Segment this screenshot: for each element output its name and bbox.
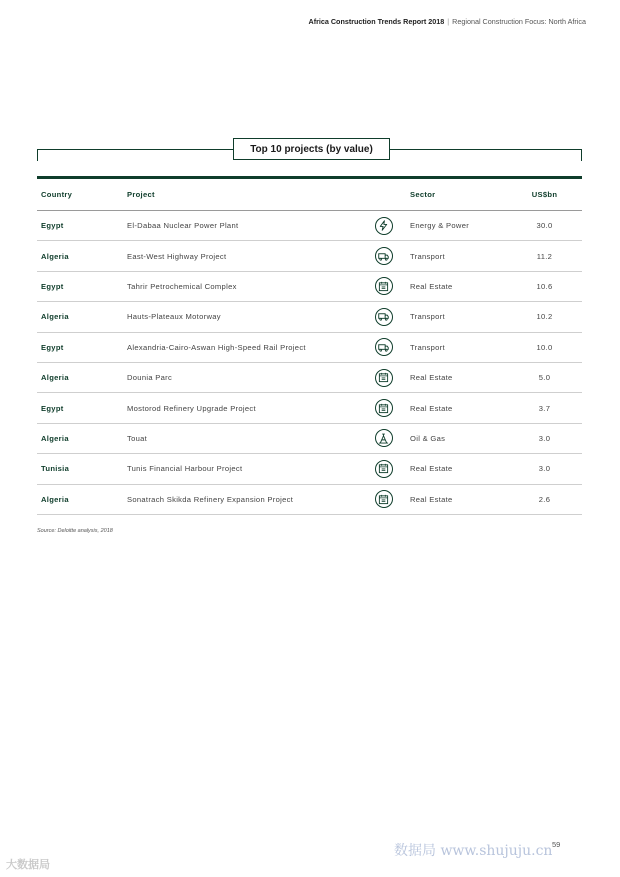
transport-icon	[375, 338, 393, 356]
table-row	[37, 302, 582, 332]
real-estate-icon	[375, 460, 393, 478]
page-number: 59	[552, 840, 561, 849]
table-header-row	[37, 179, 582, 211]
table-row	[37, 211, 582, 241]
value-cell: 30.0	[536, 221, 553, 231]
table-row	[37, 393, 582, 423]
header-separator: |	[447, 17, 450, 26]
country-cell: Egypt	[41, 281, 64, 291]
real-estate-icon	[375, 277, 393, 295]
real-estate-icon	[375, 399, 393, 417]
table-row	[37, 241, 582, 271]
real-estate-icon	[375, 490, 393, 508]
country-cell: Tunisia	[41, 464, 70, 474]
project-cell: Touat	[127, 433, 148, 443]
table-title: Top 10 projects (by value)	[233, 138, 390, 160]
value-cell: 11.2	[536, 251, 553, 261]
sector-cell: Transport	[410, 342, 445, 352]
sector-cell: Transport	[410, 312, 445, 322]
column-header-value: US$bn	[531, 190, 558, 199]
section-title: Regional Construction Focus: North Africa	[452, 17, 586, 26]
real-estate-icon	[375, 369, 393, 387]
project-cell: Tunis Financial Harbour Project	[127, 464, 243, 474]
project-cell: East-West Highway Project	[127, 251, 227, 261]
value-cell: 5.0	[538, 373, 551, 383]
sector-cell: Real Estate	[410, 373, 453, 383]
country-cell: Algeria	[41, 433, 69, 443]
table-row	[37, 272, 582, 302]
sector-cell: Energy & Power	[410, 221, 470, 231]
value-cell: 10.6	[536, 281, 553, 291]
country-cell: Algeria	[41, 312, 69, 322]
sector-icon-cell	[365, 399, 402, 417]
oil-gas-icon	[375, 429, 393, 447]
project-cell: Mostorod Refinery Upgrade Project	[127, 403, 256, 413]
country-cell: Algeria	[41, 494, 69, 504]
title-rule-left-tick	[37, 149, 38, 161]
table-row	[37, 333, 582, 363]
country-cell: Algeria	[41, 373, 69, 383]
sector-cell: Real Estate	[410, 281, 453, 291]
watermark-url: 数据局 www.shujuju.cn	[394, 843, 553, 859]
report-title: Africa Construction Trends Report 2018	[308, 17, 445, 26]
column-header-sector: Sector	[410, 190, 436, 199]
sector-cell: Oil & Gas	[410, 433, 446, 443]
column-header-project: Project	[127, 190, 155, 199]
sector-icon-cell	[365, 369, 402, 387]
value-cell: 3.0	[538, 464, 551, 474]
energy-icon	[375, 217, 393, 235]
page-header	[309, 17, 587, 26]
sector-icon-cell	[365, 490, 402, 508]
sector-icon-cell	[365, 308, 402, 326]
table-row	[37, 485, 582, 515]
sector-icon-cell	[365, 460, 402, 478]
projects-table	[37, 176, 582, 515]
column-header-country: Country	[41, 190, 73, 199]
value-cell: 3.7	[538, 403, 551, 413]
table-title-frame	[37, 138, 582, 164]
value-cell: 2.6	[538, 494, 551, 504]
project-cell: Alexandria-Cairo-Aswan High-Speed Rail Project	[127, 342, 306, 352]
source-note: Source: Deloitte analysis, 2018	[37, 528, 113, 534]
sector-cell: Real Estate	[410, 464, 453, 474]
table-row	[37, 363, 582, 393]
sector-icon-cell	[365, 277, 402, 295]
project-cell: Dounia Parc	[127, 373, 173, 383]
project-cell: Hauts-Plateaux Motorway	[127, 312, 221, 322]
sector-icon-cell	[365, 217, 402, 235]
transport-icon	[375, 247, 393, 265]
project-cell: El-Dabaa Nuclear Power Plant	[127, 221, 239, 231]
value-cell: 3.0	[538, 433, 551, 443]
country-cell: Egypt	[41, 403, 64, 413]
sector-cell: Transport	[410, 251, 445, 261]
country-cell: Egypt	[41, 342, 64, 352]
project-cell: Sonatrach Skikda Refinery Expansion Project	[127, 494, 294, 504]
value-cell: 10.0	[536, 342, 553, 352]
value-cell: 10.2	[536, 312, 553, 322]
watermark-logo: 大数据局	[6, 859, 50, 871]
project-cell: Tahrir Petrochemical Complex	[127, 281, 237, 291]
title-rule-right-tick	[581, 149, 582, 161]
country-cell: Algeria	[41, 251, 69, 261]
sector-cell: Real Estate	[410, 494, 453, 504]
table-row	[37, 424, 582, 454]
table-row	[37, 454, 582, 484]
table-body	[37, 211, 582, 515]
sector-icon-cell	[365, 429, 402, 447]
sector-cell: Real Estate	[410, 403, 453, 413]
sector-icon-cell	[365, 338, 402, 356]
transport-icon	[375, 308, 393, 326]
sector-icon-cell	[365, 247, 402, 265]
country-cell: Egypt	[41, 221, 64, 231]
